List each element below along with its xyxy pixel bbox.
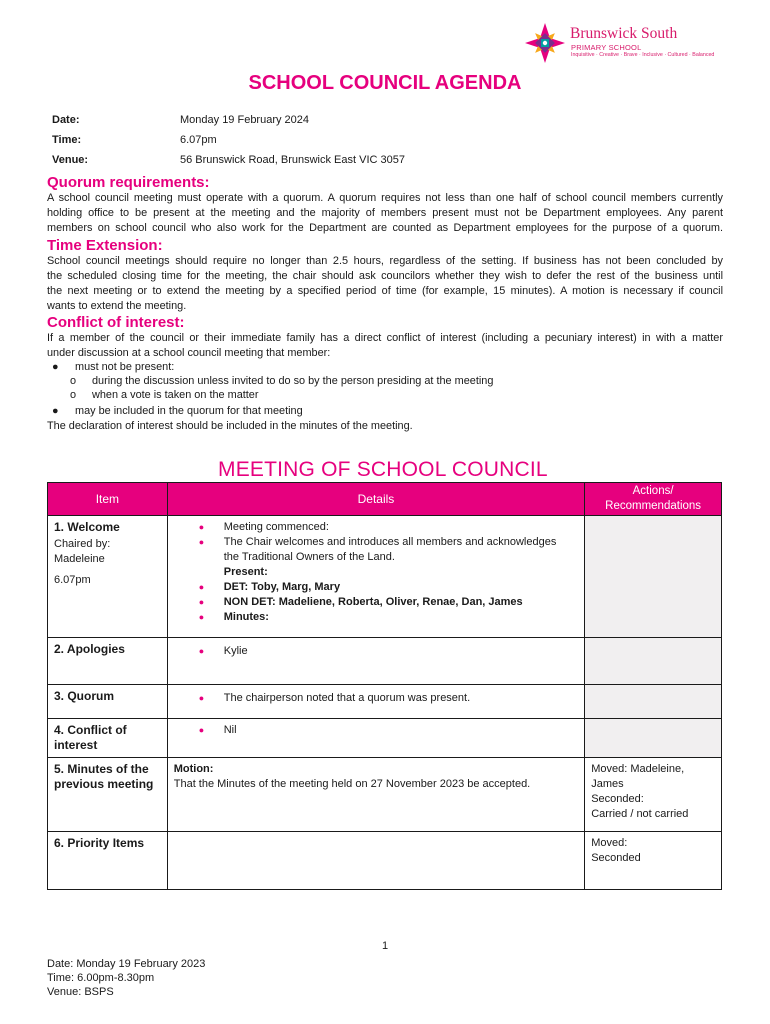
bullet-dot-icon: ● bbox=[52, 405, 59, 417]
paragraph-line: holding office to be present at the meeting and the majority of members present must not be Department employees. Any parent bbox=[47, 207, 723, 219]
detail-line: The chairperson noted that a quorum was present. bbox=[223, 692, 471, 704]
sub-bullet-circle-icon: o bbox=[70, 389, 77, 401]
item-cell bbox=[48, 758, 168, 832]
conflict-sub-bullet: during the discussion unless invited to do so by the person presiding at the meeting bbox=[92, 375, 494, 387]
detail-line: Minutes: bbox=[223, 611, 269, 623]
actions-cell bbox=[585, 832, 722, 890]
item-cell bbox=[48, 832, 168, 890]
table-row bbox=[48, 719, 722, 758]
conflict-bullet: may be included in the quorum for that meeting bbox=[75, 405, 303, 417]
time-extension-paragraph bbox=[47, 254, 723, 314]
detail-line: DET: Toby, Marg, Mary bbox=[223, 581, 341, 593]
conflict-bullet: must not be present: bbox=[75, 361, 175, 373]
bullet-dot-icon: ● bbox=[198, 597, 205, 607]
meta-value: 6.07pm bbox=[180, 134, 217, 146]
conflict-paragraph bbox=[47, 331, 723, 361]
header-item: Item bbox=[48, 483, 168, 516]
details-cell bbox=[167, 685, 584, 719]
details-cell bbox=[167, 719, 584, 758]
conflict-closing: The declaration of interest should be included in the minutes of the meeting. bbox=[47, 420, 413, 432]
actions-cell bbox=[585, 516, 722, 638]
item-cell bbox=[48, 685, 168, 719]
header-actions: Actions/ Recommendations bbox=[585, 483, 722, 516]
detail-line: Meeting commenced: bbox=[223, 521, 329, 533]
page-number: 1 bbox=[381, 940, 389, 952]
actions-cell bbox=[585, 719, 722, 758]
sub-bullet-circle-icon: o bbox=[70, 375, 77, 387]
motion-label: Motion: bbox=[173, 763, 214, 775]
bullet-dot-icon: ● bbox=[198, 693, 205, 703]
footer bbox=[47, 957, 205, 999]
actions-text: Moved: Madeleine, James Seconded: Carried / not carried bbox=[591, 763, 689, 820]
item-title: 5. Minutes of the previous meeting bbox=[54, 762, 154, 791]
actions-cell bbox=[585, 758, 722, 832]
table-row bbox=[48, 685, 722, 719]
details-cell bbox=[167, 638, 584, 685]
school-crest-icon bbox=[524, 22, 566, 64]
paragraph-line: School council meetings should require no longer than 2.5 hours, regardless of the setting. If business has not been concluded by bbox=[47, 255, 723, 267]
table-row bbox=[48, 516, 722, 638]
bullet-dot-icon: ● bbox=[198, 725, 205, 735]
table-row bbox=[48, 832, 722, 890]
bullet-dot-icon: ● bbox=[198, 582, 205, 592]
detail-line: The Chair welcomes and introduces all members and acknowledges bbox=[223, 536, 557, 548]
logo-name: Brunswick South bbox=[570, 25, 678, 42]
footer-date: Date: Monday 19 February 2023 bbox=[47, 958, 206, 970]
meta-label: Venue: bbox=[52, 154, 89, 166]
paragraph-line: If a member of the council or their immediate family has a direct conflict of interest (including a pecuniary interest) in with a matter bbox=[47, 332, 723, 344]
motion-text: That the Minutes of the meeting held on 27 November 2023 be accepted. bbox=[173, 778, 531, 790]
details-cell bbox=[167, 758, 584, 832]
item-cell bbox=[48, 638, 168, 685]
page-title: SCHOOL COUNCIL AGENDA bbox=[248, 72, 522, 94]
footer-venue: Venue: BSPS bbox=[47, 986, 114, 998]
agenda-table bbox=[47, 482, 722, 890]
header-details: Details bbox=[167, 483, 584, 516]
footer-time: Time: 6.00pm-8.30pm bbox=[47, 972, 155, 984]
item-cell bbox=[48, 719, 168, 758]
paragraph-line: under discussion at a school council meeting that member: bbox=[47, 347, 331, 359]
detail-line: the Traditional Owners of the Land. bbox=[223, 551, 395, 563]
meta-value: Monday 19 February 2024 bbox=[180, 114, 310, 126]
quorum-paragraph bbox=[47, 191, 723, 236]
item-title: 6. Priority Items bbox=[54, 836, 145, 850]
detail-line: NON DET: Madeliene, Roberta, Oliver, Renae, Dan, James bbox=[223, 596, 523, 608]
school-logo bbox=[524, 22, 715, 66]
paragraph-line: the next meeting or to extend the meeting by a specified period of time (for example, 15 minutes). A motion is necessary if council bbox=[47, 285, 723, 297]
item-time: 6.07pm bbox=[54, 574, 91, 586]
actions-cell bbox=[585, 685, 722, 719]
item-title: 4. Conflict of interest bbox=[54, 723, 127, 752]
paragraph-line: members on school council who also work for the Department are counted as Department employees for the purpose of a quorum. bbox=[47, 222, 723, 234]
paragraph-line: A school council meeting must operate with a quorum. A quorum requires not less than one half of school council members currently bbox=[47, 192, 723, 204]
meta-label: Date: bbox=[52, 114, 80, 126]
actions-cell bbox=[585, 638, 722, 685]
paragraph-line: the scheduled closing time for the meeting, the chair should ask councilors whether they wish to defer the rest of the business until bbox=[47, 270, 723, 282]
paragraph-line: wants to extend the meeting. bbox=[47, 300, 187, 312]
table-row bbox=[48, 758, 722, 832]
present-label: Present: bbox=[223, 566, 268, 578]
logo-school: PRIMARY SCHOOL bbox=[571, 43, 642, 52]
item-cell bbox=[48, 516, 168, 638]
details-cell bbox=[167, 832, 584, 890]
meeting-title: MEETING OF SCHOOL COUNCIL bbox=[218, 458, 548, 481]
actions-text: Moved: Seconded bbox=[591, 837, 641, 864]
quorum-heading: Quorum requirements: bbox=[47, 174, 210, 191]
bullet-dot-icon: ● bbox=[198, 537, 205, 547]
detail-line: Nil bbox=[223, 724, 237, 736]
time-extension-heading: Time Extension: bbox=[47, 237, 163, 254]
conflict-sub-bullet: when a vote is taken on the matter bbox=[92, 389, 259, 401]
detail-line: Kylie bbox=[223, 645, 248, 657]
item-title: 1. Welcome bbox=[54, 520, 120, 534]
bullet-dot-icon: ● bbox=[52, 361, 59, 373]
table-header-row bbox=[48, 483, 722, 516]
meta-value: 56 Brunswick Road, Brunswick East VIC 3057 bbox=[180, 154, 405, 166]
chaired-by: Chaired by: Madeleine bbox=[54, 538, 111, 565]
meta-label: Time: bbox=[52, 134, 82, 146]
bullet-dot-icon: ● bbox=[198, 612, 205, 622]
item-title: 3. Quorum bbox=[54, 689, 115, 703]
item-title: 2. Apologies bbox=[54, 642, 125, 656]
bullet-dot-icon: ● bbox=[198, 646, 205, 656]
bullet-dot-icon: ● bbox=[198, 522, 205, 532]
details-cell bbox=[167, 516, 584, 638]
conflict-heading: Conflict of interest: bbox=[47, 314, 185, 331]
logo-tagline: Inquisitive · Creative · Brave · Inclusive · Cultured · Balanced bbox=[571, 52, 715, 58]
table-row bbox=[48, 638, 722, 685]
